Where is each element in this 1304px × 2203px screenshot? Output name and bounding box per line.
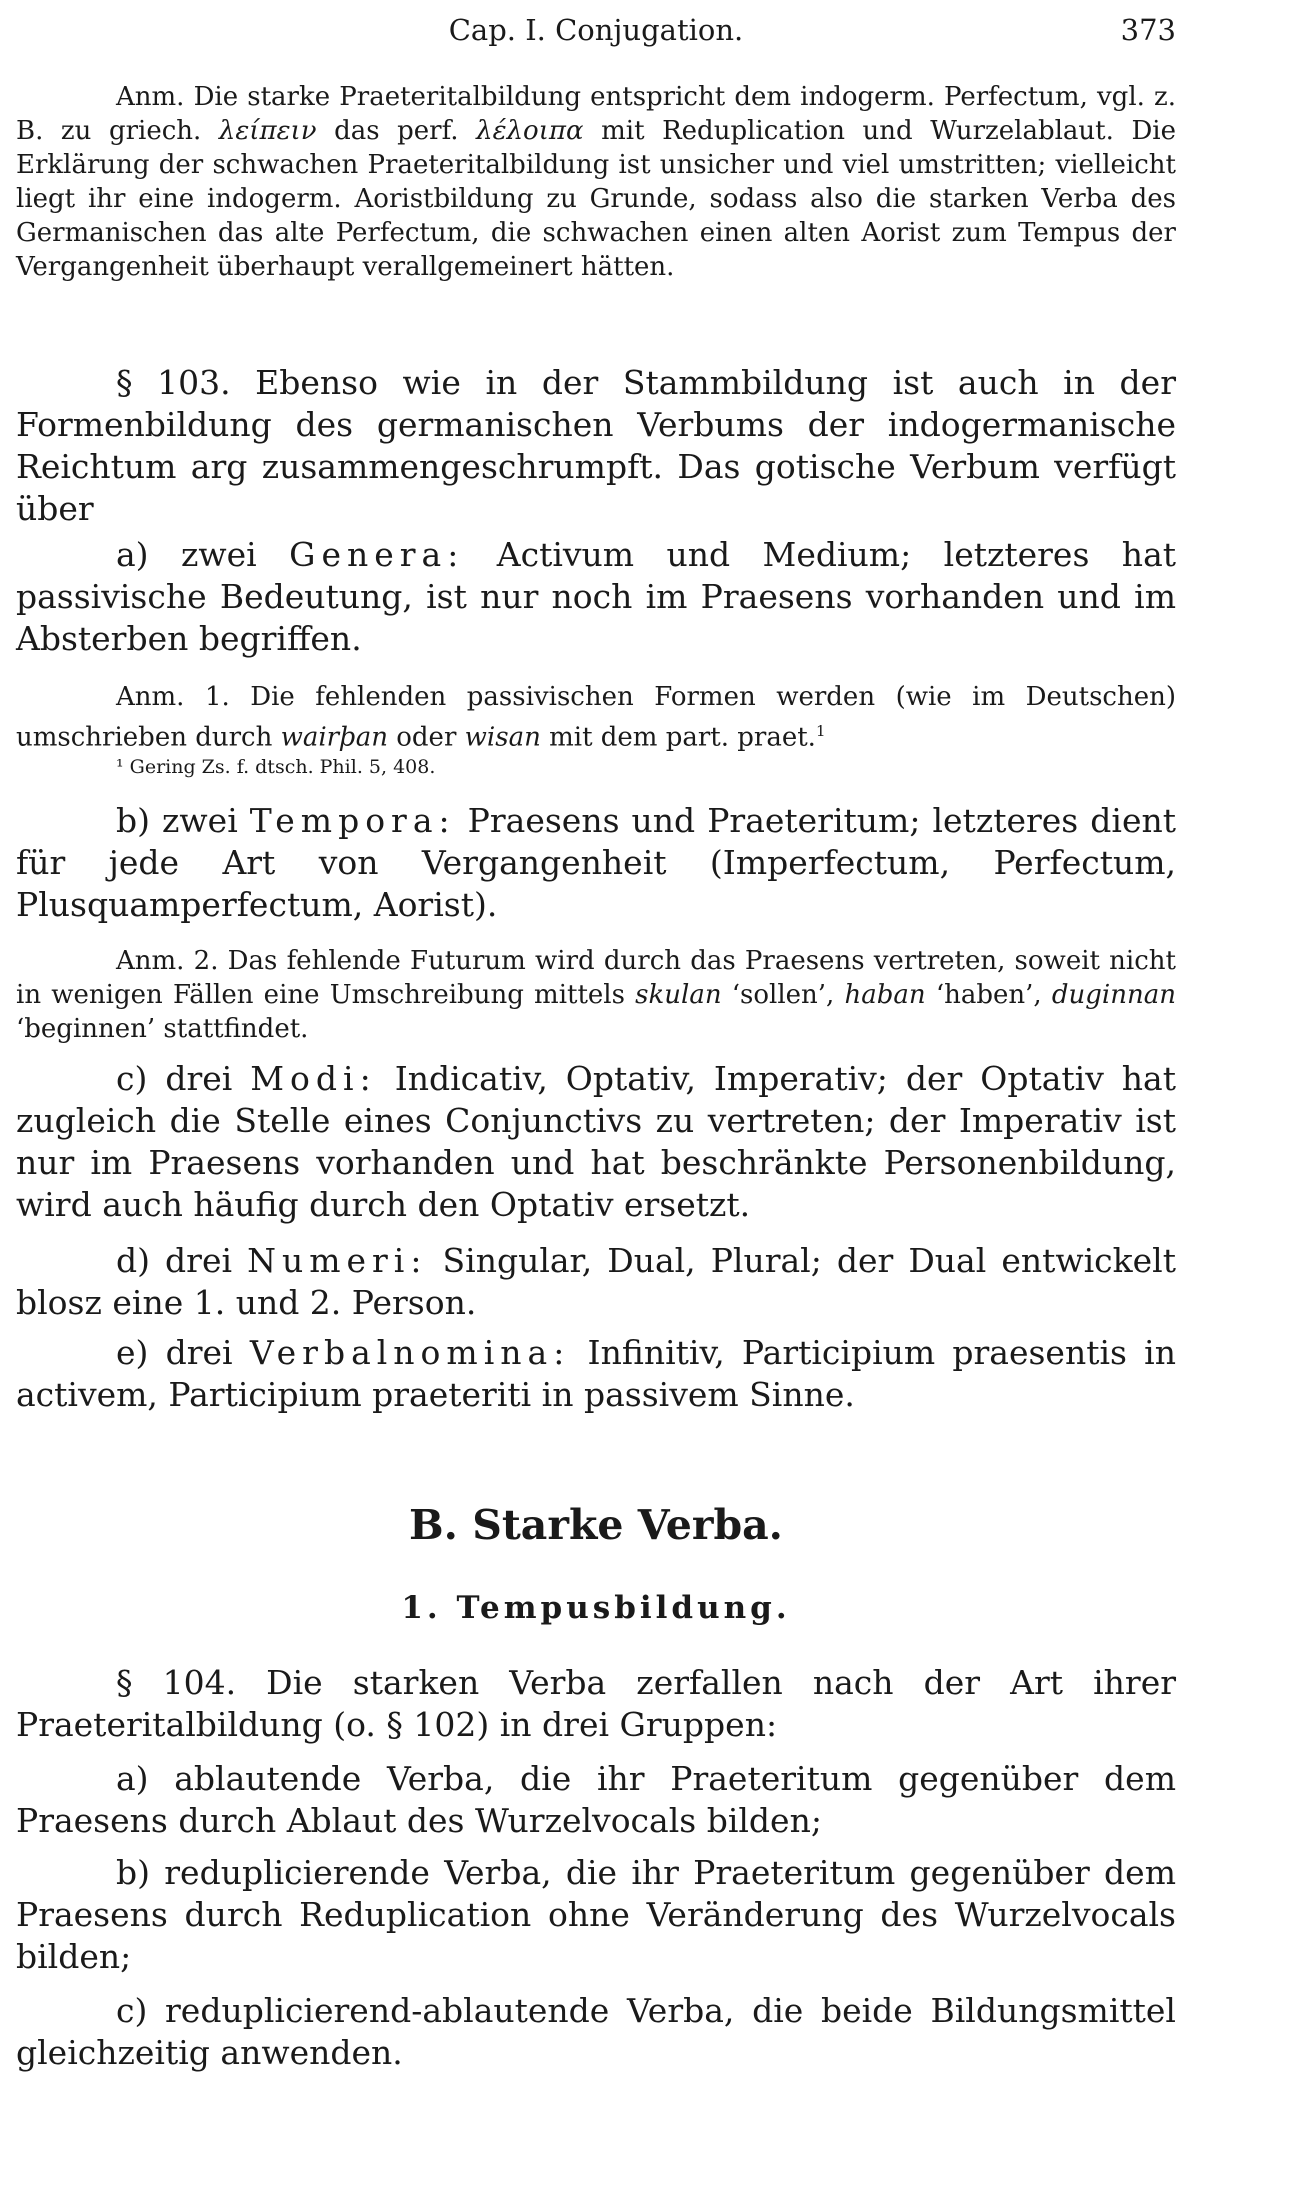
anm-2-word-1: skulan: [635, 980, 722, 1010]
greek-word-2: λέλοιπα: [476, 116, 584, 146]
section-heading: B. Starke Verba.: [409, 1501, 783, 1549]
item-a-term: Genera:: [289, 535, 465, 574]
anm-top-text: Anm. Die starke Praeteritalbildung entspricht dem indogerm. Perfectum, vgl. z. B. zu griech.: [16, 82, 1176, 146]
chapter-title: Cap. I. Conjugation.: [448, 13, 744, 47]
section-104-intro: § 104. Die starken Verba zerfallen nach der Art ihrer Praeteritalbildung (o. § 102) in drei Gruppen:: [16, 1663, 1176, 1744]
footnote: ¹ Gering Zs. f. dtsch. Phil. 5, 408.: [116, 756, 436, 778]
section-104-item-c: c) reduplicierend-ablautende Verba, die beide Bildungsmittel gleichzeitig anwenden.: [16, 1991, 1176, 2072]
anm-1: [16, 680, 1176, 755]
item-e-text: Infinitiv, Participium praesentis in activem, Participium praeteriti in passivem Sinne.: [16, 1333, 1176, 1414]
section-104-item-a: a) ablautende Verba, die ihr Praeteritum gegenüber dem Praesens durch Ablaut des Wurzelvocals bilden;: [16, 1759, 1176, 1840]
footnote-marker: 1: [815, 722, 826, 740]
section-103-item-c: [16, 1058, 1176, 1226]
anm-2-text: Anm. 2. Das fehlende Futurum wird durch das Praesens vertreten, soweit nicht in wenigen Fällen eine Umschreibung mittels: [16, 946, 1176, 1010]
anm-1-word-1: wairþan: [280, 722, 388, 753]
greek-word-1: λείπειν: [218, 116, 317, 146]
item-c-text: Indicativ, Optativ, Imperativ; der Optativ hat zugleich die Stelle eines Conjunctivs zu vertreten; der Imperativ ist nur im Praesens vorhanden und hat beschränkte Personenbildung, wird auch häufig durch den Optativ ersetzt.: [16, 1059, 1176, 1224]
anm-1-text: Anm. 1. Die fehlenden passivischen Formen werden (wie im Deutschen) umschrieben durch: [16, 682, 1176, 753]
anm-2: [16, 944, 1176, 1046]
anm-2-gloss-3: ‘beginnen’ stattfindet.: [16, 1014, 309, 1044]
section-103-item-a: [16, 534, 1176, 660]
page-number: 373: [1120, 13, 1176, 47]
anm-top-mid: das perf.: [316, 116, 477, 146]
section-103-item-e: [16, 1332, 1176, 1416]
item-e-prefix: e) drei: [116, 1333, 250, 1372]
item-d-text: Singular, Dual, Plural; der Dual entwickelt blosz eine 1. und 2. Person.: [16, 1241, 1176, 1322]
subsection-heading: 1. Tempusbildung.: [401, 1590, 791, 1626]
anm-2-word-2: haban: [844, 980, 926, 1010]
anm-2-gloss-2: ‘haben’,: [925, 980, 1052, 1010]
item-a-prefix: a) zwei: [116, 535, 290, 574]
anm-top: [16, 80, 1176, 284]
item-c-prefix: c) drei: [116, 1059, 251, 1098]
anm-2-word-3: duginnan: [1051, 980, 1176, 1010]
item-d-term: Numeri:: [247, 1241, 428, 1280]
section-103-item-b: [16, 800, 1176, 926]
anm-1-word-2: wisan: [464, 722, 541, 753]
item-b-prefix: b) zwei: [116, 801, 250, 840]
item-d-prefix: d) drei: [116, 1241, 248, 1280]
anm-2-gloss-1: ‘sollen’,: [721, 980, 845, 1010]
anm-1-post: mit dem part. praet.: [540, 722, 816, 753]
anm-top-suffix: mit Reduplication und Wurzelablaut. Die Erklärung der schwachen Praeteritalbildung ist unsicher und viel umstritten; vielleicht liegt ihr eine indogerm. Aoristbildung zu Grunde, sodass also die starken Verba des Germanischen das alte Perfectum, die schwachen einen alten Aorist zum Tempus der Vergangenheit überhaupt verallgemeinert hätten.: [16, 116, 1176, 282]
section-103-item-d: [16, 1240, 1176, 1324]
running-header: [16, 10, 1176, 50]
item-b-term: Tempora:: [249, 801, 456, 840]
item-c-term: Modi:: [250, 1059, 377, 1098]
section-104-item-b: b) reduplicierende Verba, die ihr Praeteritum gegenüber dem Praesens durch Reduplication ohne Veränderung des Wurzelvocals bilden;: [16, 1853, 1176, 1976]
anm-1-mid: oder: [388, 722, 465, 753]
item-a-text: Activum und Medium; letzteres hat passivische Bedeutung, ist nur noch im Praesens vorhanden und im Absterben begriffen.: [16, 535, 1176, 658]
item-e-term: Verbalnomina:: [249, 1333, 571, 1372]
item-b-text: Praesens und Praeteritum; letzteres dient für jede Art von Vergangenheit (Imperfectum, Perfectum, Plusquamperfectum, Aorist).: [16, 801, 1176, 924]
section-103-intro: § 103. Ebenso wie in der Stammbildung ist auch in der Formenbildung des germanischen Verbums der indogermanische Reichtum arg zusammengeschrumpft. Das gotische Verbum verfügt über: [16, 363, 1176, 528]
